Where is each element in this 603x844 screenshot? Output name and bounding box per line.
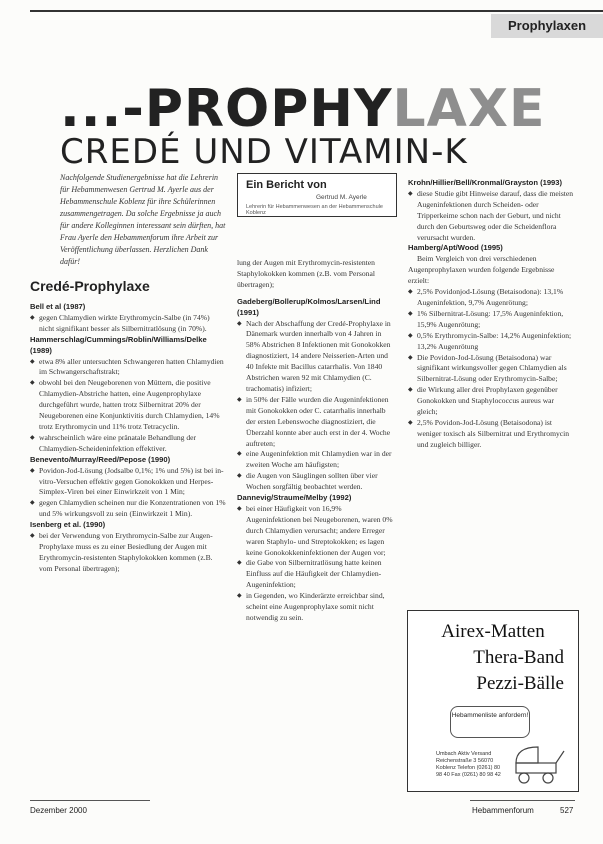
ad-line-2: Thera-Band — [473, 647, 564, 668]
study-block — [30, 335, 226, 455]
bullet-item: ◆ 0,5% Erythromycin-Salbe: 14,2% Augeninfektion; 13,2% Augenrötung — [408, 331, 574, 353]
section-rubric: Prophylaxen — [491, 14, 603, 38]
footer-page-number: 527 — [560, 806, 574, 815]
study-block — [408, 178, 574, 243]
intro-paragraph: Nachfolgende Studienergebnisse hat die Lehrerin für Hebammenwesen Gertrud M. Ayerle aus der Hebammenschule Koblenz für ihre Schülerinnen zusammengetragen. Da solche Ergebnisse ja auch für andere Kolleginnen interessant sein dürften, hat Frau Ayerle den Hebammenforum ihre Arbeit zur Veröffentlichung überlassen. Herzlichen Dank dafür! — [60, 173, 226, 266]
section-title: Credé-Prophylaxe — [30, 278, 150, 294]
column-2 — [237, 258, 397, 624]
study-block — [30, 455, 226, 520]
study-block — [30, 302, 226, 335]
study-block — [30, 520, 226, 575]
bullet-item: ◆ diese Studie gibt Hinweise darauf, dass die meisten Augeninfektionen durch Scheiden- oder Tripperkeime schon nach der Geburt, und nicht durch den Geburtsweg oder die Scheidenflora verursacht wurden. — [408, 189, 574, 244]
study-block — [237, 493, 397, 624]
column-1 — [30, 302, 226, 575]
study-heading: Gadeberg/Bollerup/Kolmos/Larsen/Lind (1991) — [237, 296, 381, 317]
study-heading: Dannevig/Straume/Melby (1992) — [237, 493, 352, 503]
headline-dark-part: ...-PROPHY — [60, 79, 393, 139]
bullet-item: ◆ 2,5% Povidonjod-Lösung (Betaisodona): 13,1% Augeninfektion, 9,7% Augenrötung; — [408, 287, 574, 309]
study-heading: Krohn/Hillier/Bell/Kronmal/Grayston (1993) — [408, 178, 563, 187]
headline — [60, 80, 546, 138]
bullet-item: ◆ gegen Chlamydien scheinen nur die Konzentrationen von 1% und 5% wirkungsvoll zu sein (Einwirkzeit 1 Min). — [30, 498, 226, 520]
bullet-item: ◆ bei der Verwendung von Erythromycin-Salbe zur Augen-Prophylaxe muss es zu einer Besiedlung der Augen mit Erythromycin-resistenten Staphylokokken kommen (z.B. vom Personal übertragen); — [30, 531, 226, 575]
study-heading: Hammerschlag/Cummings/Roblin/Williams/Delke (1989) — [30, 334, 207, 355]
study-heading: Bell et al (1987) — [30, 302, 86, 311]
ad-address: Umbach Aktiv Versand Reichenstraße 3 56070 Koblenz Telefon (0261) 80 98 40 Fax (0261) 80 98 42 — [436, 751, 501, 778]
continued-text: lung der Augen mit Erythromycin-resistenten Staphylokokken kommen (z.B. vom Personal übertragen); — [237, 258, 375, 289]
bullet-item: ◆ eine Augeninfektion mit Chlamydien war in der zweiten Woche am häufigsten; — [237, 449, 397, 471]
bullet-item: ◆ Nach der Abschaffung der Credé-Prophylaxe in Dänemark wurden innerhalb von 4 Jahren in 58% Abstrichen 8 Infektionen mit Gonokokken diagnostiziert, 14 andere Neisserien-Arten und 40 Infekte mit Bacillus catarrhalis. Von 1840 Abstrichen waren 92 mit Chlamydien (C. trachomatis) infiziert; — [237, 319, 397, 395]
study-block — [408, 243, 574, 450]
study-heading: Benevento/Murray/Reed/Pepose (1990) — [30, 454, 171, 464]
bullet-item: ◆ die Augen von Säuglingen sollten über vier Wochen sorgfältig beobachtet werden. — [237, 471, 397, 493]
footer-rule-left — [30, 800, 150, 801]
column-3 — [408, 178, 574, 451]
headline-light-part: LAXE — [392, 79, 546, 139]
bullet-item: ◆ die Gabe von Silbernitratlösung hatte keinen Einfluss auf die Häufigkeit der Chlamydien-Augeninfektion; — [237, 558, 397, 591]
bullet-item: ◆ 1% Silbernitrat-Lösung: 17,5% Augeninfektion, 15,9% Augenrötung; — [408, 309, 574, 331]
footer-date: Dezember 2000 — [30, 806, 87, 815]
report-author: Gertrud M. Ayerle — [316, 194, 367, 201]
top-rule — [30, 10, 603, 12]
advertisement-box — [407, 610, 579, 792]
bullet-item: ◆ obwohl bei den Neugeborenen von Müttern, die positive Chlamydien-Abstriche hatten, eine Augenprophylaxe durchgeführt wurde, hatten trotz Silbernitrat 20% der Neugeborenen eine Konjunktivitis durch Chlamydien, 14% trotz Erythromycin und 11% trotz Tetracyclin. — [30, 378, 226, 433]
report-box — [237, 173, 397, 217]
ad-line-3: Pezzi-Bälle — [476, 673, 564, 694]
bullet-item: ◆ in 50% der Fälle wurden die Augeninfektionen mit Gonokokken oder C. catarrhalis innerhalb der ersten Lebenswoche diagnostiziert, die Überzahl konnte aber auch erst in der 4. Woche auftreten; — [237, 395, 397, 450]
bullet-item: ◆ bei einer Häufigkeit von 16,9% Augeninfektionen bei Neugeborenen, waren 0% durch Chlamydien verursacht; andere Erreger waren Staphylo- und Streptokokken; es lagen keine Gonokokkeninfektionen der Augen vor; — [237, 504, 397, 559]
bullet-item: ◆ 2,5% Povidon-Jod-Lösung (Betaisodona) ist weniger toxisch als Silbernitrat und Erythromycin und zugleich billiger. — [408, 418, 574, 451]
report-title: Ein Bericht von — [246, 179, 327, 191]
report-role: Lehrerin für Hebammenwesen an der Hebammenschule Koblenz — [246, 204, 383, 216]
bullet-item: ◆ Povidon-Jod-Lösung (Jodsalbe 0,1%; 1% und 5%) ist bei in-vitro-Versuchen effektiv gegen Gonokokken und Herpes-Simplex-Viren bei einer Einwirkzeit von 1 Min; — [30, 466, 226, 499]
ad-line-1: Airex-Matten — [441, 621, 545, 642]
footer-rule-right — [470, 800, 575, 801]
bullet-item: ◆ wahrscheinlich wäre eine pränatale Behandlung der Chlamydien-Scheideninfektion effektiver. — [30, 433, 226, 455]
study-heading: Isenberg et al. (1990) — [30, 520, 106, 530]
subheadline: CREDÉ UND VITAMIN-K — [60, 132, 468, 172]
bullet-item: ◆ Die Povidon-Jod-Lösung (Betaisodona) war signifikant wirkungsvoller gegen Chlamydien als Silbernitrat-Lösung oder Erythromycin-Salbe; — [408, 353, 574, 386]
stroller-icon — [508, 743, 568, 785]
bullet-item: ◆ gegen Chlamydien wirkte Erythromycin-Salbe (in 74%) nicht signifikant besser als Silbernitratlösung (in 70%). — [30, 313, 226, 335]
footer-magazine: Hebammenforum — [472, 806, 534, 815]
study-block — [237, 297, 397, 493]
study-heading: Hamberg/Apt/Wood (1995) — [408, 243, 503, 253]
bullet-item: ◆ in Gegenden, wo Kinderärzte erreichbar sind, scheint eine Augenprophylaxe somit nicht notwendig zu sein. — [237, 591, 397, 624]
bullet-item: ◆ etwa 8% aller untersuchten Schwangeren hatten Chlamydien im Schwangerschaftstrakt; — [30, 357, 226, 379]
ad-badge: Hebammenliste anfordern! — [450, 706, 530, 738]
bullet-item: ◆ die Wirkung aller drei Prophylaxen gegenüber Gonokokken und Staphylococcus aureus war gleich; — [408, 385, 574, 418]
study-intro: Beim Vergleich von drei verschiedenen Augenprophylaxen wurden folgende Ergebnisse erzielt: — [408, 254, 555, 286]
